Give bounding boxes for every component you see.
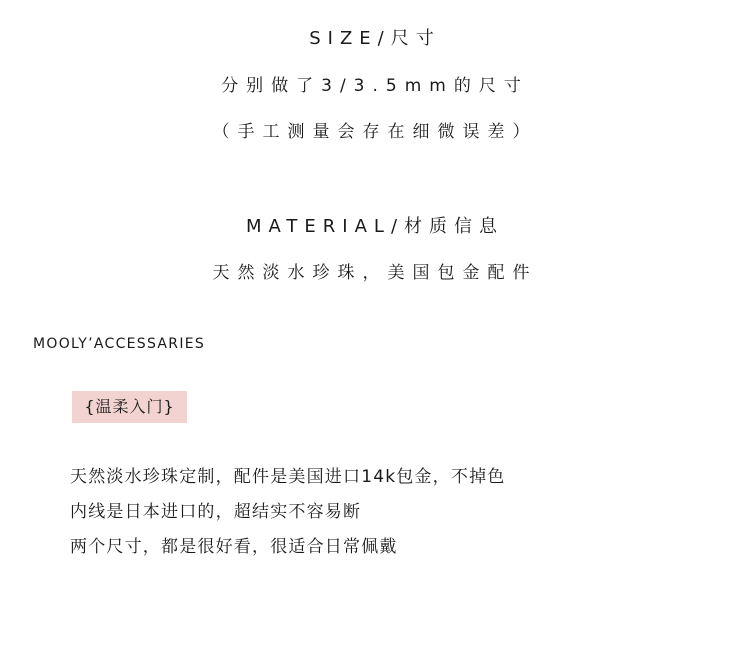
size-line: 分别做了3/3.5mm的尺寸 bbox=[221, 76, 529, 96]
size-heading: SIZE/尺寸 bbox=[309, 28, 441, 49]
material-line: 天然淡水珍珠，美国包金配件 bbox=[212, 263, 538, 283]
material-heading: MATERIAL/材质信息 bbox=[245, 216, 505, 237]
style-tag: {温柔入门} bbox=[72, 391, 187, 423]
measurement-note: （手工测量会存在细微误差） bbox=[212, 122, 538, 142]
description-line-2: 内线是日本进口的，超结实不容易断 bbox=[70, 502, 362, 522]
description-line-1: 天然淡水珍珠定制，配件是美国进口14k包金，不掉色 bbox=[70, 467, 506, 487]
description-line-3: 两个尺寸，都是很好看，很适合日常佩戴 bbox=[70, 537, 398, 557]
brand-name: MOOLY’ACCESSARIES bbox=[33, 336, 206, 352]
